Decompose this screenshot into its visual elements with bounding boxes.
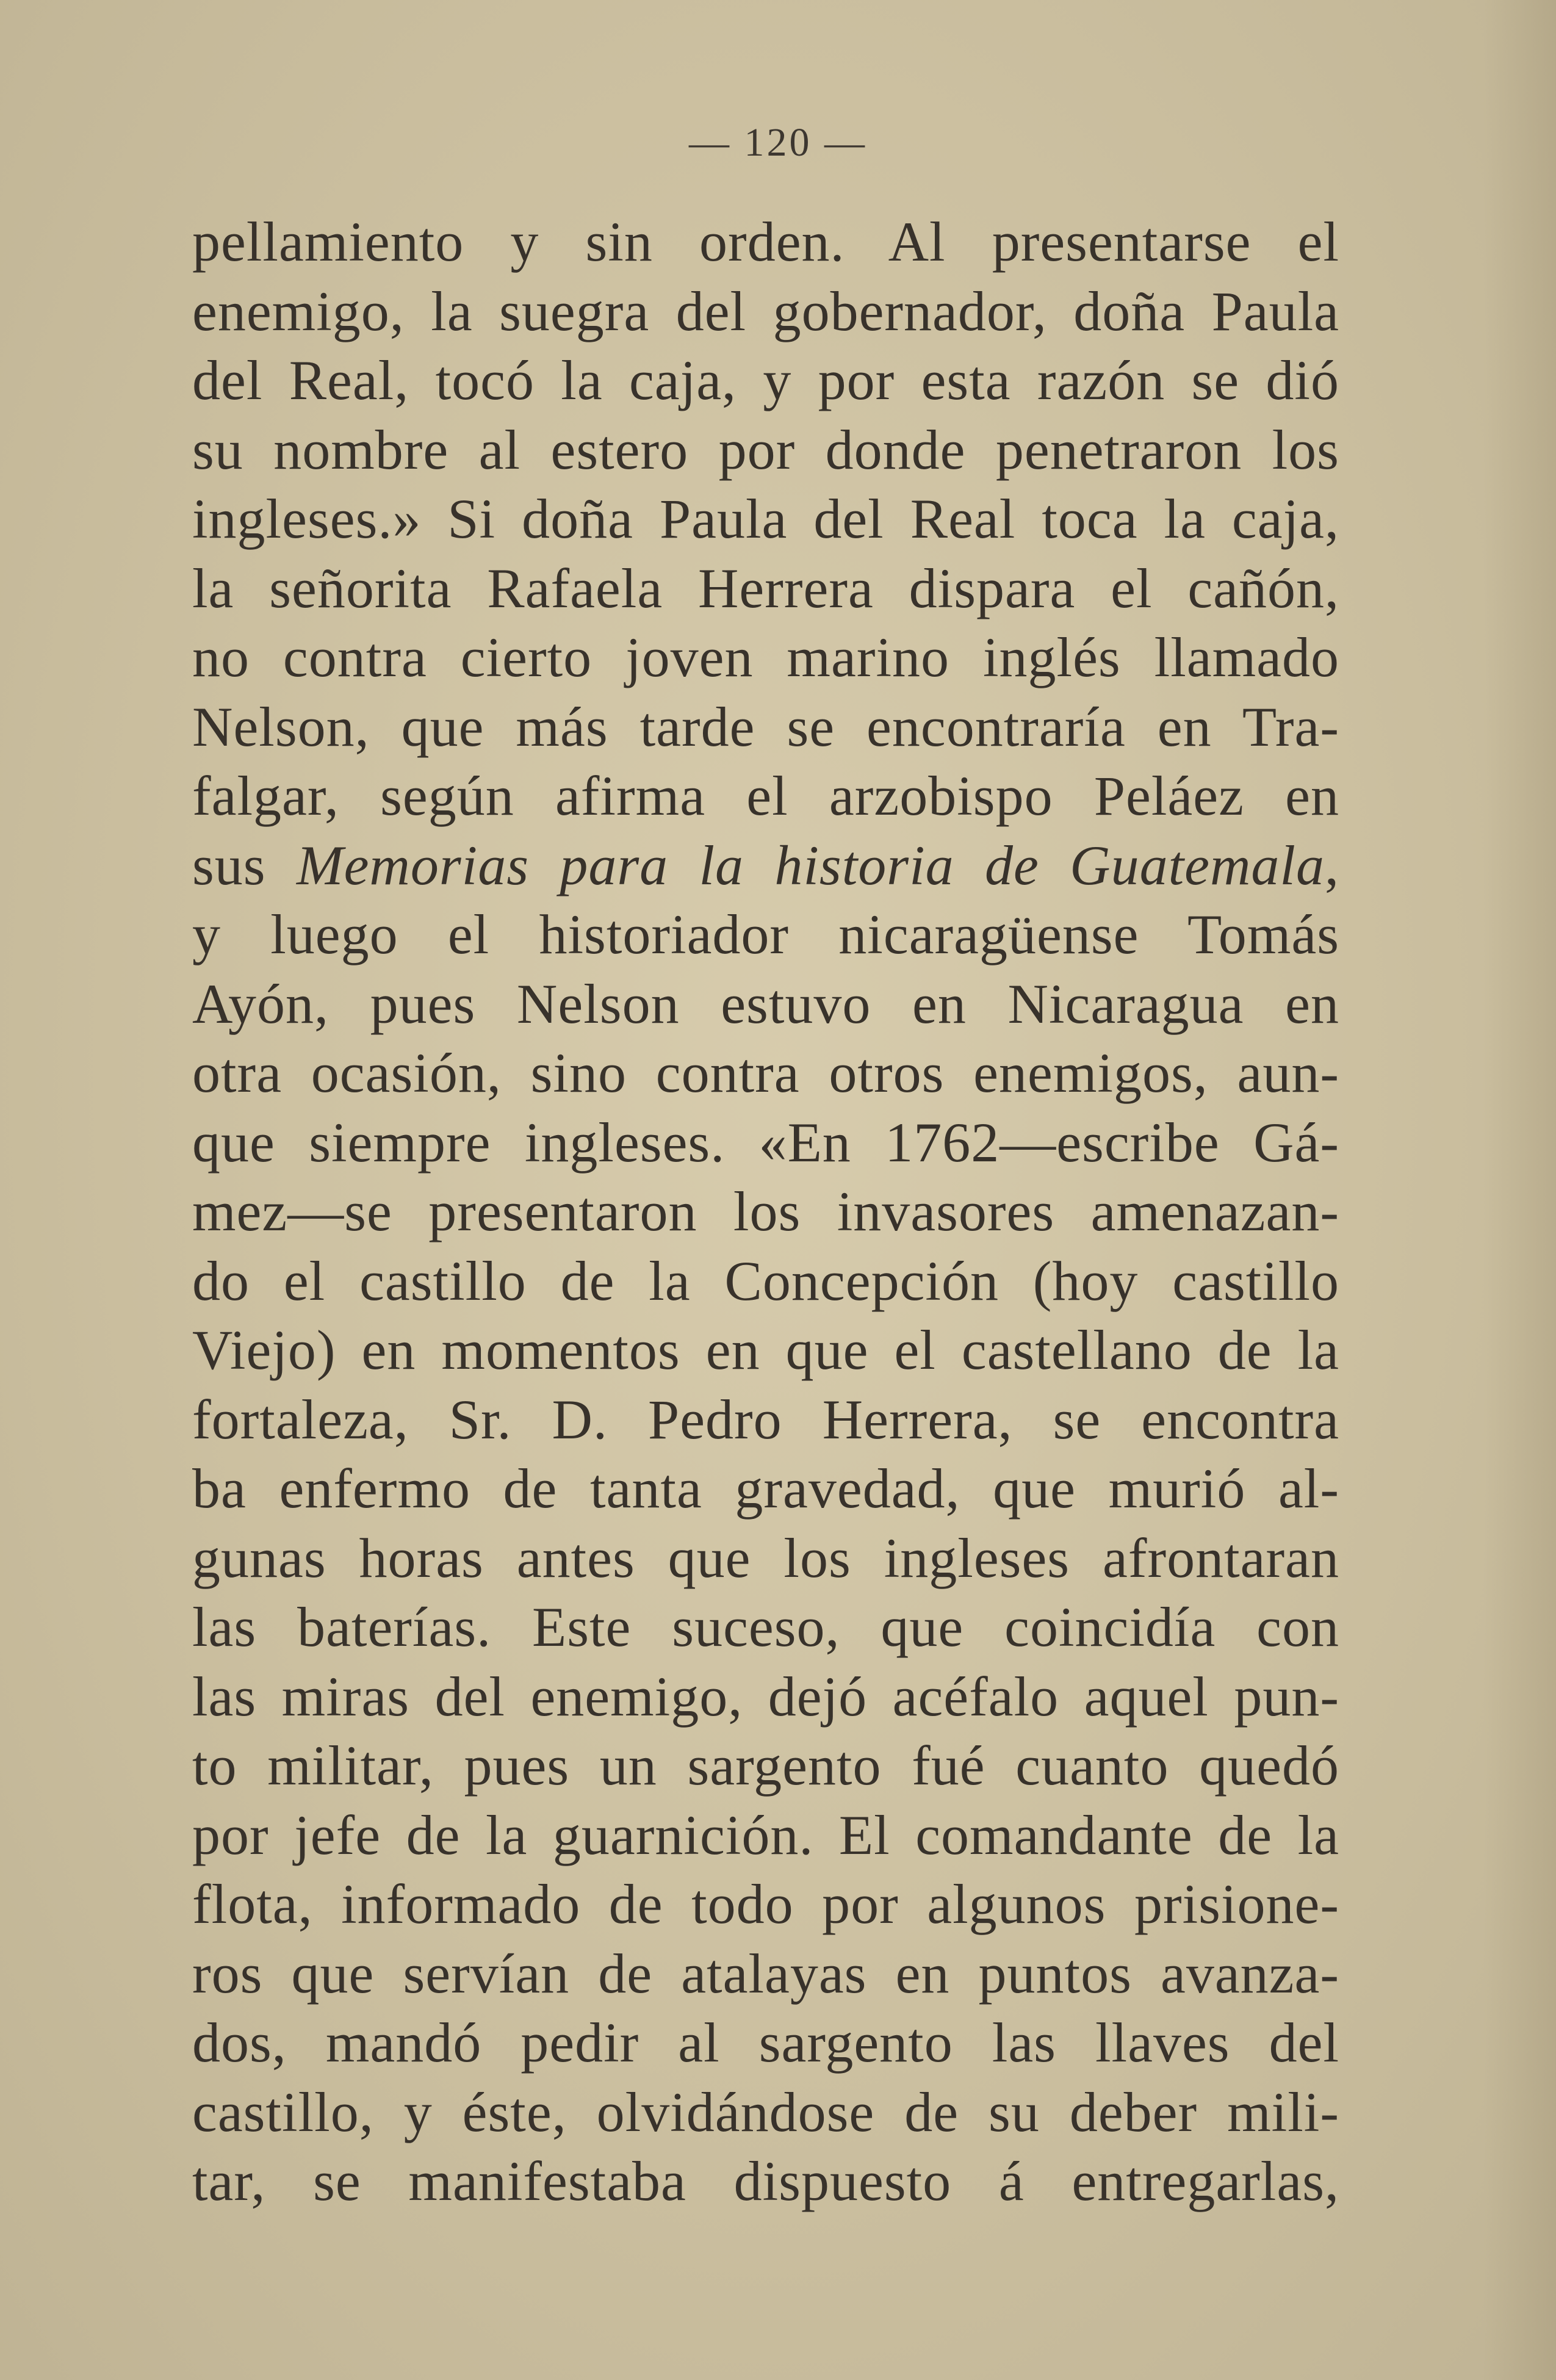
- text-line: ros que servían de atalayas en puntos avanza-: [192, 1942, 1339, 2005]
- text-line: mez—se presentaron los invasores amenazan-: [192, 1180, 1339, 1242]
- text-line: las baterías. Este suceso, que coincidía con: [192, 1596, 1339, 1658]
- text-line: dos, mandó pedir al sargento las llaves del: [192, 2011, 1339, 2074]
- text-line: pellamiento y sin orden. Al presentarse el: [192, 211, 1339, 273]
- text-line-with-title: [192, 831, 1339, 901]
- text-line: otra ocasión, sino contra otros enemigos, aun-: [192, 1042, 1339, 1104]
- text-line: flota, informado de todo por algunos prisione-: [192, 1873, 1339, 1935]
- text-line: to militar, pues un sargento fué cuanto quedó: [192, 1734, 1339, 1797]
- text-line: fortaleza, Sr. D. Pedro Herrera, se encontra: [192, 1388, 1339, 1451]
- text-line: por jefe de la guarnición. El comandante de la: [192, 1803, 1339, 1866]
- page-edge-shade: [1483, 0, 1556, 2380]
- text-line: castillo, y éste, olvidándose de su deber mili-: [192, 2080, 1339, 2143]
- text-line: no contra cierto joven marino inglés llamado: [192, 626, 1339, 688]
- text-line: Ayón, pues Nelson estuvo en Nicaragua en: [192, 972, 1339, 1035]
- text-line: del Real, tocó la caja, y por esta razón se dió: [192, 349, 1339, 411]
- text-line: tar, se manifestaba dispuesto á entregarlas,: [192, 2150, 1339, 2212]
- text-line: su nombre al estero por donde penetraron los: [192, 418, 1339, 481]
- text-line: Viejo) en momentos en que el castellano de la: [192, 1319, 1339, 1381]
- text-line-prefix: sus: [192, 834, 297, 896]
- body-text: [192, 207, 1339, 2216]
- text-line: enemigo, la suegra del gobernador, doña Paula: [192, 279, 1339, 342]
- text-line: do el castillo de la Concepción (hoy castillo: [192, 1249, 1339, 1312]
- text-line: las miras del enemigo, dejó acéfalo aquel pun-: [192, 1665, 1339, 1728]
- text-line-suffix: ,: [1325, 834, 1339, 896]
- text-line: falgar, según afirma el arzobispo Peláez en: [192, 765, 1339, 827]
- page-number: — 120 —: [689, 120, 867, 165]
- text-line: ba enfermo de tanta gravedad, que murió al-: [192, 1457, 1339, 1520]
- text-line: Nelson, que más tarde se encontraría en Tra-: [192, 695, 1339, 758]
- text-line: gunas horas antes que los ingleses afrontaran: [192, 1526, 1339, 1589]
- book-title-italic: Memorias para la historia de Guatemala: [296, 834, 1325, 896]
- text-line: que siempre ingleses. «En 1762—escribe Gá-: [192, 1111, 1339, 1174]
- text-line: ingleses.» Si doña Paula del Real toca la caja,: [192, 488, 1339, 550]
- text-line: la señorita Rafaela Herrera dispara el cañón,: [192, 557, 1339, 619]
- text-line: y luego el historiador nicaragüense Tomás: [192, 903, 1339, 965]
